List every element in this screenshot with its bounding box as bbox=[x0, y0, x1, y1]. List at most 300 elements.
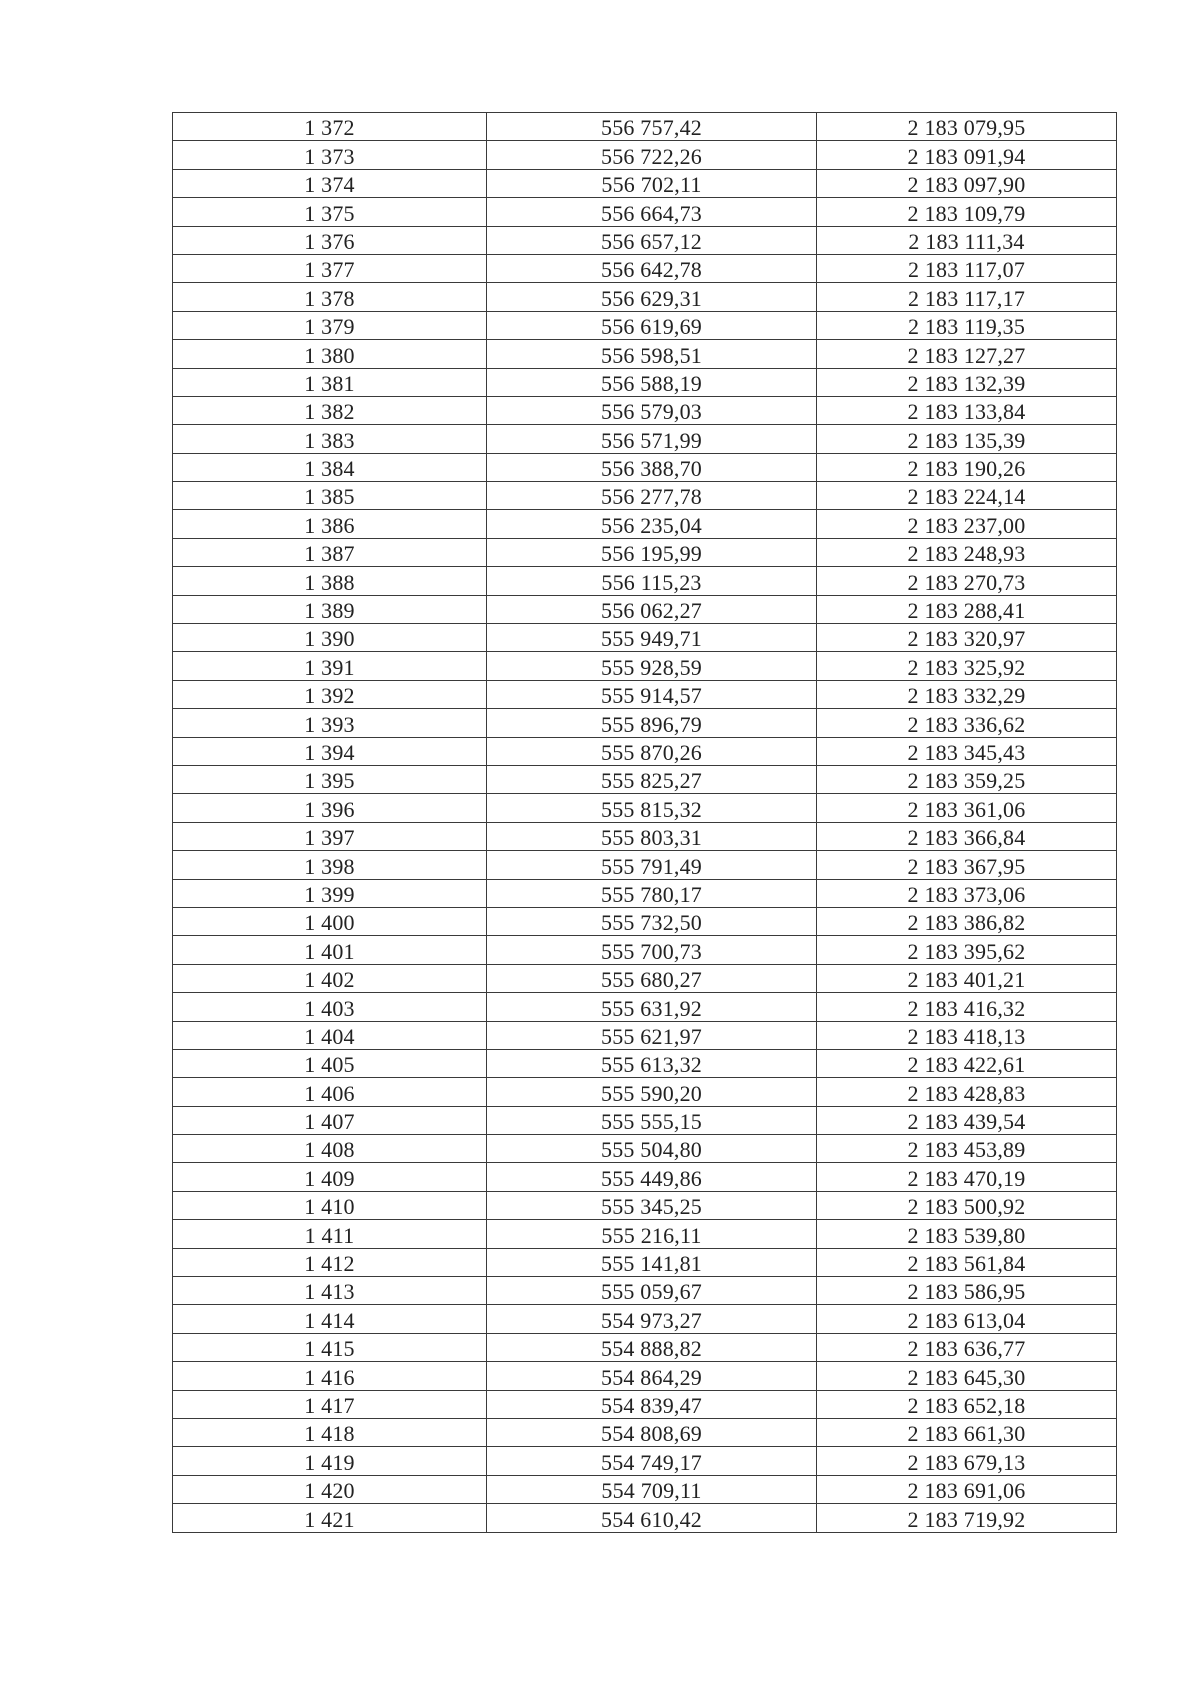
x-coordinate-text: 556 277,78 bbox=[601, 484, 702, 510]
point-number-text: 1 385 bbox=[304, 484, 355, 510]
y-coordinate-cell bbox=[817, 1049, 1117, 1077]
y-coordinate-cell bbox=[817, 794, 1117, 822]
point-number-text: 1 372 bbox=[304, 115, 355, 141]
point-number-cell bbox=[173, 311, 487, 339]
x-coordinate-cell bbox=[487, 652, 817, 680]
point-number-text: 1 383 bbox=[304, 427, 355, 453]
point-number-text: 1 375 bbox=[304, 200, 355, 226]
y-coordinate-text: 2 183 117,07 bbox=[907, 257, 1026, 283]
y-coordinate-cell bbox=[817, 1135, 1117, 1163]
point-number-text: 1 413 bbox=[304, 1279, 355, 1305]
x-coordinate-text: 555 732,50 bbox=[601, 910, 702, 936]
y-coordinate-cell bbox=[817, 567, 1117, 595]
x-coordinate-cell bbox=[487, 1106, 817, 1134]
x-coordinate-text: 556 115,23 bbox=[601, 569, 702, 595]
x-coordinate-cell bbox=[487, 964, 817, 992]
y-coordinate-cell bbox=[817, 851, 1117, 879]
y-coordinate-text: 2 183 645,30 bbox=[907, 1364, 1026, 1390]
point-number-cell bbox=[173, 624, 487, 652]
point-number-cell bbox=[173, 169, 487, 197]
table-row bbox=[173, 794, 1117, 822]
point-number-cell bbox=[173, 453, 487, 481]
x-coordinate-cell bbox=[487, 396, 817, 424]
x-coordinate-text: 555 345,25 bbox=[601, 1194, 702, 1220]
x-coordinate-text: 556 598,51 bbox=[601, 342, 702, 368]
point-number-cell bbox=[173, 1390, 487, 1418]
x-coordinate-text: 554 808,69 bbox=[601, 1421, 702, 1447]
x-coordinate-cell bbox=[487, 368, 817, 396]
table-row bbox=[173, 936, 1117, 964]
point-number-text: 1 418 bbox=[304, 1421, 355, 1447]
point-number-text: 1 399 bbox=[304, 881, 355, 907]
y-coordinate-cell bbox=[817, 709, 1117, 737]
point-number-cell bbox=[173, 1106, 487, 1134]
point-number-cell bbox=[173, 425, 487, 453]
y-coordinate-text: 2 183 453,89 bbox=[907, 1137, 1026, 1163]
y-coordinate-text: 2 183 539,80 bbox=[907, 1222, 1026, 1248]
y-coordinate-cell bbox=[817, 624, 1117, 652]
x-coordinate-cell bbox=[487, 113, 817, 141]
point-number-text: 1 390 bbox=[304, 626, 355, 652]
table-row bbox=[173, 1191, 1117, 1219]
x-coordinate-text: 556 579,03 bbox=[601, 399, 702, 425]
y-coordinate-cell bbox=[817, 1504, 1117, 1532]
x-coordinate-text: 554 610,42 bbox=[601, 1506, 702, 1532]
point-number-text: 1 421 bbox=[304, 1506, 355, 1532]
x-coordinate-text: 554 709,11 bbox=[601, 1478, 702, 1504]
y-coordinate-cell bbox=[817, 510, 1117, 538]
point-number-text: 1 400 bbox=[304, 910, 355, 936]
y-coordinate-cell bbox=[817, 396, 1117, 424]
x-coordinate-text: 555 504,80 bbox=[601, 1137, 702, 1163]
table-row bbox=[173, 1333, 1117, 1361]
coordinates-table-body bbox=[173, 113, 1117, 1533]
y-coordinate-text: 2 183 719,92 bbox=[907, 1506, 1026, 1532]
x-coordinate-text: 555 914,57 bbox=[601, 683, 702, 709]
point-number-cell bbox=[173, 1135, 487, 1163]
point-number-cell bbox=[173, 993, 487, 1021]
y-coordinate-text: 2 183 270,73 bbox=[907, 569, 1026, 595]
x-coordinate-cell bbox=[487, 624, 817, 652]
y-coordinate-cell bbox=[817, 283, 1117, 311]
y-coordinate-text: 2 183 613,04 bbox=[907, 1307, 1026, 1333]
point-number-cell bbox=[173, 1248, 487, 1276]
y-coordinate-text: 2 183 500,92 bbox=[907, 1194, 1026, 1220]
y-coordinate-text: 2 183 345,43 bbox=[907, 739, 1026, 765]
y-coordinate-text: 2 183 288,41 bbox=[907, 598, 1026, 624]
y-coordinate-text: 2 183 422,61 bbox=[907, 1052, 1026, 1078]
point-number-cell bbox=[173, 652, 487, 680]
x-coordinate-cell bbox=[487, 311, 817, 339]
y-coordinate-text: 2 183 133,84 bbox=[907, 399, 1026, 425]
y-coordinate-cell bbox=[817, 737, 1117, 765]
table-row bbox=[173, 964, 1117, 992]
point-number-text: 1 410 bbox=[304, 1194, 355, 1220]
x-coordinate-cell bbox=[487, 1305, 817, 1333]
y-coordinate-text: 2 183 111,34 bbox=[908, 228, 1025, 254]
y-coordinate-cell bbox=[817, 311, 1117, 339]
point-number-text: 1 384 bbox=[304, 456, 355, 482]
x-coordinate-text: 555 555,15 bbox=[601, 1109, 702, 1135]
y-coordinate-cell bbox=[817, 1418, 1117, 1446]
point-number-text: 1 386 bbox=[304, 512, 355, 538]
y-coordinate-cell bbox=[817, 907, 1117, 935]
y-coordinate-text: 2 183 117,17 bbox=[907, 285, 1026, 311]
x-coordinate-text: 556 388,70 bbox=[601, 456, 702, 482]
x-coordinate-text: 556 702,11 bbox=[601, 172, 702, 198]
y-coordinate-cell bbox=[817, 141, 1117, 169]
y-coordinate-cell bbox=[817, 169, 1117, 197]
y-coordinate-text: 2 183 652,18 bbox=[907, 1392, 1026, 1418]
point-number-cell bbox=[173, 396, 487, 424]
x-coordinate-cell bbox=[487, 1447, 817, 1475]
point-number-cell bbox=[173, 340, 487, 368]
y-coordinate-cell bbox=[817, 595, 1117, 623]
point-number-text: 1 377 bbox=[304, 257, 355, 283]
x-coordinate-text: 554 888,82 bbox=[601, 1336, 702, 1362]
point-number-cell bbox=[173, 822, 487, 850]
point-number-cell bbox=[173, 1305, 487, 1333]
point-number-text: 1 398 bbox=[304, 853, 355, 879]
point-number-cell bbox=[173, 595, 487, 623]
point-number-text: 1 416 bbox=[304, 1364, 355, 1390]
x-coordinate-cell bbox=[487, 453, 817, 481]
point-number-text: 1 401 bbox=[304, 938, 355, 964]
x-coordinate-text: 556 571,99 bbox=[601, 427, 702, 453]
table-row bbox=[173, 1106, 1117, 1134]
y-coordinate-text: 2 183 109,79 bbox=[907, 200, 1026, 226]
x-coordinate-cell bbox=[487, 851, 817, 879]
x-coordinate-text: 555 590,20 bbox=[601, 1080, 702, 1106]
x-coordinate-cell bbox=[487, 567, 817, 595]
table-row bbox=[173, 709, 1117, 737]
point-number-cell bbox=[173, 737, 487, 765]
table-row bbox=[173, 1447, 1117, 1475]
x-coordinate-text: 556 657,12 bbox=[601, 228, 702, 254]
table-row bbox=[173, 851, 1117, 879]
table-row bbox=[173, 482, 1117, 510]
point-number-cell bbox=[173, 510, 487, 538]
point-number-cell bbox=[173, 1078, 487, 1106]
table-row bbox=[173, 567, 1117, 595]
x-coordinate-text: 555 780,17 bbox=[601, 881, 702, 907]
table-row bbox=[173, 254, 1117, 282]
x-coordinate-cell bbox=[487, 1248, 817, 1276]
table-row bbox=[173, 1163, 1117, 1191]
table-row bbox=[173, 993, 1117, 1021]
y-coordinate-cell bbox=[817, 254, 1117, 282]
point-number-cell bbox=[173, 1163, 487, 1191]
point-number-text: 1 379 bbox=[304, 314, 355, 340]
x-coordinate-text: 554 749,17 bbox=[601, 1449, 702, 1475]
point-number-cell bbox=[173, 368, 487, 396]
y-coordinate-cell bbox=[817, 482, 1117, 510]
x-coordinate-cell bbox=[487, 254, 817, 282]
x-coordinate-text: 554 973,27 bbox=[601, 1307, 702, 1333]
point-number-cell bbox=[173, 680, 487, 708]
point-number-text: 1 419 bbox=[304, 1449, 355, 1475]
table-row bbox=[173, 311, 1117, 339]
x-coordinate-text: 556 757,42 bbox=[601, 115, 702, 141]
x-coordinate-cell bbox=[487, 1362, 817, 1390]
table-row bbox=[173, 425, 1117, 453]
x-coordinate-cell bbox=[487, 1049, 817, 1077]
table-row bbox=[173, 1248, 1117, 1276]
point-number-cell bbox=[173, 851, 487, 879]
x-coordinate-cell bbox=[487, 1277, 817, 1305]
point-number-cell bbox=[173, 964, 487, 992]
point-number-text: 1 374 bbox=[304, 172, 355, 198]
table-row bbox=[173, 1021, 1117, 1049]
y-coordinate-text: 2 183 373,06 bbox=[907, 881, 1026, 907]
x-coordinate-cell bbox=[487, 1135, 817, 1163]
point-number-text: 1 402 bbox=[304, 967, 355, 993]
point-number-text: 1 391 bbox=[304, 654, 355, 680]
point-number-text: 1 411 bbox=[304, 1222, 355, 1248]
point-number-cell bbox=[173, 1362, 487, 1390]
x-coordinate-cell bbox=[487, 226, 817, 254]
x-coordinate-text: 555 928,59 bbox=[601, 654, 702, 680]
table-row bbox=[173, 680, 1117, 708]
y-coordinate-text: 2 183 395,62 bbox=[907, 938, 1026, 964]
point-number-cell bbox=[173, 794, 487, 822]
point-number-cell bbox=[173, 1418, 487, 1446]
point-number-text: 1 420 bbox=[304, 1478, 355, 1504]
x-coordinate-cell bbox=[487, 1078, 817, 1106]
y-coordinate-cell bbox=[817, 425, 1117, 453]
x-coordinate-text: 555 870,26 bbox=[601, 739, 702, 765]
point-number-text: 1 376 bbox=[304, 228, 355, 254]
x-coordinate-cell bbox=[487, 1333, 817, 1361]
y-coordinate-cell bbox=[817, 1220, 1117, 1248]
table-row bbox=[173, 396, 1117, 424]
point-number-cell bbox=[173, 907, 487, 935]
x-coordinate-cell bbox=[487, 1418, 817, 1446]
point-number-cell bbox=[173, 1475, 487, 1503]
y-coordinate-text: 2 183 119,35 bbox=[907, 314, 1026, 340]
y-coordinate-text: 2 183 132,39 bbox=[907, 370, 1026, 396]
x-coordinate-cell bbox=[487, 907, 817, 935]
x-coordinate-text: 555 949,71 bbox=[601, 626, 702, 652]
table-row bbox=[173, 765, 1117, 793]
table-row bbox=[173, 368, 1117, 396]
point-number-text: 1 387 bbox=[304, 541, 355, 567]
point-number-text: 1 404 bbox=[304, 1023, 355, 1049]
table-row bbox=[173, 1418, 1117, 1446]
table-row bbox=[173, 1305, 1117, 1333]
point-number-cell bbox=[173, 1504, 487, 1532]
y-coordinate-text: 2 183 248,93 bbox=[907, 541, 1026, 567]
table-row bbox=[173, 1220, 1117, 1248]
table-row bbox=[173, 113, 1117, 141]
point-number-cell bbox=[173, 1021, 487, 1049]
x-coordinate-cell bbox=[487, 1163, 817, 1191]
x-coordinate-cell bbox=[487, 1021, 817, 1049]
y-coordinate-text: 2 183 386,82 bbox=[907, 910, 1026, 936]
x-coordinate-cell bbox=[487, 141, 817, 169]
x-coordinate-text: 555 449,86 bbox=[601, 1165, 702, 1191]
point-number-cell bbox=[173, 1447, 487, 1475]
point-number-text: 1 396 bbox=[304, 796, 355, 822]
point-number-text: 1 406 bbox=[304, 1080, 355, 1106]
coordinates-table bbox=[172, 112, 1117, 1533]
point-number-text: 1 388 bbox=[304, 569, 355, 595]
point-number-cell bbox=[173, 567, 487, 595]
x-coordinate-cell bbox=[487, 1191, 817, 1219]
y-coordinate-cell bbox=[817, 765, 1117, 793]
point-number-text: 1 412 bbox=[304, 1251, 355, 1277]
point-number-cell bbox=[173, 538, 487, 566]
x-coordinate-cell bbox=[487, 936, 817, 964]
point-number-text: 1 382 bbox=[304, 399, 355, 425]
point-number-text: 1 409 bbox=[304, 1165, 355, 1191]
x-coordinate-text: 556 629,31 bbox=[601, 285, 702, 311]
table-row bbox=[173, 283, 1117, 311]
point-number-cell bbox=[173, 283, 487, 311]
x-coordinate-text: 556 642,78 bbox=[601, 257, 702, 283]
x-coordinate-cell bbox=[487, 538, 817, 566]
x-coordinate-cell bbox=[487, 482, 817, 510]
y-coordinate-text: 2 183 428,83 bbox=[907, 1080, 1026, 1106]
table-row bbox=[173, 141, 1117, 169]
point-number-cell bbox=[173, 879, 487, 907]
x-coordinate-text: 555 825,27 bbox=[601, 768, 702, 794]
y-coordinate-cell bbox=[817, 993, 1117, 1021]
y-coordinate-text: 2 183 439,54 bbox=[907, 1109, 1026, 1135]
table-row bbox=[173, 652, 1117, 680]
y-coordinate-cell bbox=[817, 1305, 1117, 1333]
y-coordinate-text: 2 183 636,77 bbox=[907, 1336, 1026, 1362]
y-coordinate-text: 2 183 091,94 bbox=[907, 143, 1026, 169]
x-coordinate-text: 556 664,73 bbox=[601, 200, 702, 226]
point-number-text: 1 389 bbox=[304, 598, 355, 624]
x-coordinate-text: 555 631,92 bbox=[601, 995, 702, 1021]
x-coordinate-cell bbox=[487, 198, 817, 226]
x-coordinate-text: 556 588,19 bbox=[601, 370, 702, 396]
table-row bbox=[173, 169, 1117, 197]
table-row bbox=[173, 1049, 1117, 1077]
x-coordinate-text: 556 195,99 bbox=[601, 541, 702, 567]
y-coordinate-text: 2 183 079,95 bbox=[907, 115, 1026, 141]
y-coordinate-cell bbox=[817, 198, 1117, 226]
y-coordinate-text: 2 183 359,25 bbox=[907, 768, 1026, 794]
y-coordinate-text: 2 183 127,27 bbox=[907, 342, 1026, 368]
x-coordinate-cell bbox=[487, 794, 817, 822]
y-coordinate-cell bbox=[817, 113, 1117, 141]
x-coordinate-cell bbox=[487, 993, 817, 1021]
point-number-cell bbox=[173, 709, 487, 737]
y-coordinate-text: 2 183 361,06 bbox=[907, 796, 1026, 822]
table-row bbox=[173, 879, 1117, 907]
y-coordinate-cell bbox=[817, 1277, 1117, 1305]
x-coordinate-cell bbox=[487, 879, 817, 907]
x-coordinate-text: 555 803,31 bbox=[601, 825, 702, 851]
table-row bbox=[173, 737, 1117, 765]
point-number-cell bbox=[173, 765, 487, 793]
point-number-cell bbox=[173, 1220, 487, 1248]
y-coordinate-cell bbox=[817, 1021, 1117, 1049]
point-number-text: 1 378 bbox=[304, 285, 355, 311]
y-coordinate-text: 2 183 470,19 bbox=[907, 1165, 1026, 1191]
y-coordinate-cell bbox=[817, 680, 1117, 708]
point-number-cell bbox=[173, 226, 487, 254]
x-coordinate-text: 555 141,81 bbox=[601, 1251, 702, 1277]
y-coordinate-cell bbox=[817, 1362, 1117, 1390]
y-coordinate-cell bbox=[817, 340, 1117, 368]
point-number-cell bbox=[173, 141, 487, 169]
point-number-text: 1 395 bbox=[304, 768, 355, 794]
point-number-text: 1 393 bbox=[304, 711, 355, 737]
x-coordinate-text: 555 700,73 bbox=[601, 938, 702, 964]
point-number-text: 1 417 bbox=[304, 1392, 355, 1418]
y-coordinate-text: 2 183 418,13 bbox=[907, 1023, 1026, 1049]
x-coordinate-cell bbox=[487, 709, 817, 737]
point-number-cell bbox=[173, 482, 487, 510]
x-coordinate-text: 555 791,49 bbox=[601, 853, 702, 879]
y-coordinate-cell bbox=[817, 1163, 1117, 1191]
y-coordinate-cell bbox=[817, 1447, 1117, 1475]
x-coordinate-cell bbox=[487, 510, 817, 538]
x-coordinate-text: 556 722,26 bbox=[601, 143, 702, 169]
x-coordinate-text: 555 613,32 bbox=[601, 1052, 702, 1078]
point-number-cell bbox=[173, 1049, 487, 1077]
x-coordinate-cell bbox=[487, 169, 817, 197]
point-number-cell bbox=[173, 198, 487, 226]
y-coordinate-text: 2 183 135,39 bbox=[907, 427, 1026, 453]
table-row bbox=[173, 1390, 1117, 1418]
table-row bbox=[173, 538, 1117, 566]
x-coordinate-text: 555 059,67 bbox=[601, 1279, 702, 1305]
point-number-cell bbox=[173, 113, 487, 141]
x-coordinate-text: 556 062,27 bbox=[601, 598, 702, 624]
x-coordinate-cell bbox=[487, 1220, 817, 1248]
point-number-cell bbox=[173, 254, 487, 282]
table-row bbox=[173, 1475, 1117, 1503]
y-coordinate-text: 2 183 332,29 bbox=[907, 683, 1026, 709]
y-coordinate-cell bbox=[817, 1390, 1117, 1418]
x-coordinate-text: 555 896,79 bbox=[601, 711, 702, 737]
x-coordinate-cell bbox=[487, 765, 817, 793]
point-number-text: 1 380 bbox=[304, 342, 355, 368]
x-coordinate-text: 555 815,32 bbox=[601, 796, 702, 822]
point-number-text: 1 415 bbox=[304, 1336, 355, 1362]
table-row bbox=[173, 340, 1117, 368]
table-row bbox=[173, 1078, 1117, 1106]
y-coordinate-cell bbox=[817, 538, 1117, 566]
y-coordinate-text: 2 183 336,62 bbox=[907, 711, 1026, 737]
y-coordinate-cell bbox=[817, 1333, 1117, 1361]
y-coordinate-text: 2 183 661,30 bbox=[907, 1421, 1026, 1447]
table-row bbox=[173, 1277, 1117, 1305]
table-row bbox=[173, 822, 1117, 850]
y-coordinate-text: 2 183 367,95 bbox=[907, 853, 1026, 879]
table-row bbox=[173, 595, 1117, 623]
y-coordinate-cell bbox=[817, 879, 1117, 907]
table-row bbox=[173, 907, 1117, 935]
table-row bbox=[173, 226, 1117, 254]
table-row bbox=[173, 624, 1117, 652]
y-coordinate-text: 2 183 224,14 bbox=[907, 484, 1026, 510]
table-row bbox=[173, 198, 1117, 226]
point-number-text: 1 408 bbox=[304, 1137, 355, 1163]
x-coordinate-cell bbox=[487, 1475, 817, 1503]
point-number-cell bbox=[173, 1333, 487, 1361]
y-coordinate-text: 2 183 325,92 bbox=[907, 654, 1026, 680]
point-number-text: 1 373 bbox=[304, 143, 355, 169]
y-coordinate-cell bbox=[817, 1078, 1117, 1106]
y-coordinate-text: 2 183 366,84 bbox=[907, 825, 1026, 851]
y-coordinate-cell bbox=[817, 936, 1117, 964]
